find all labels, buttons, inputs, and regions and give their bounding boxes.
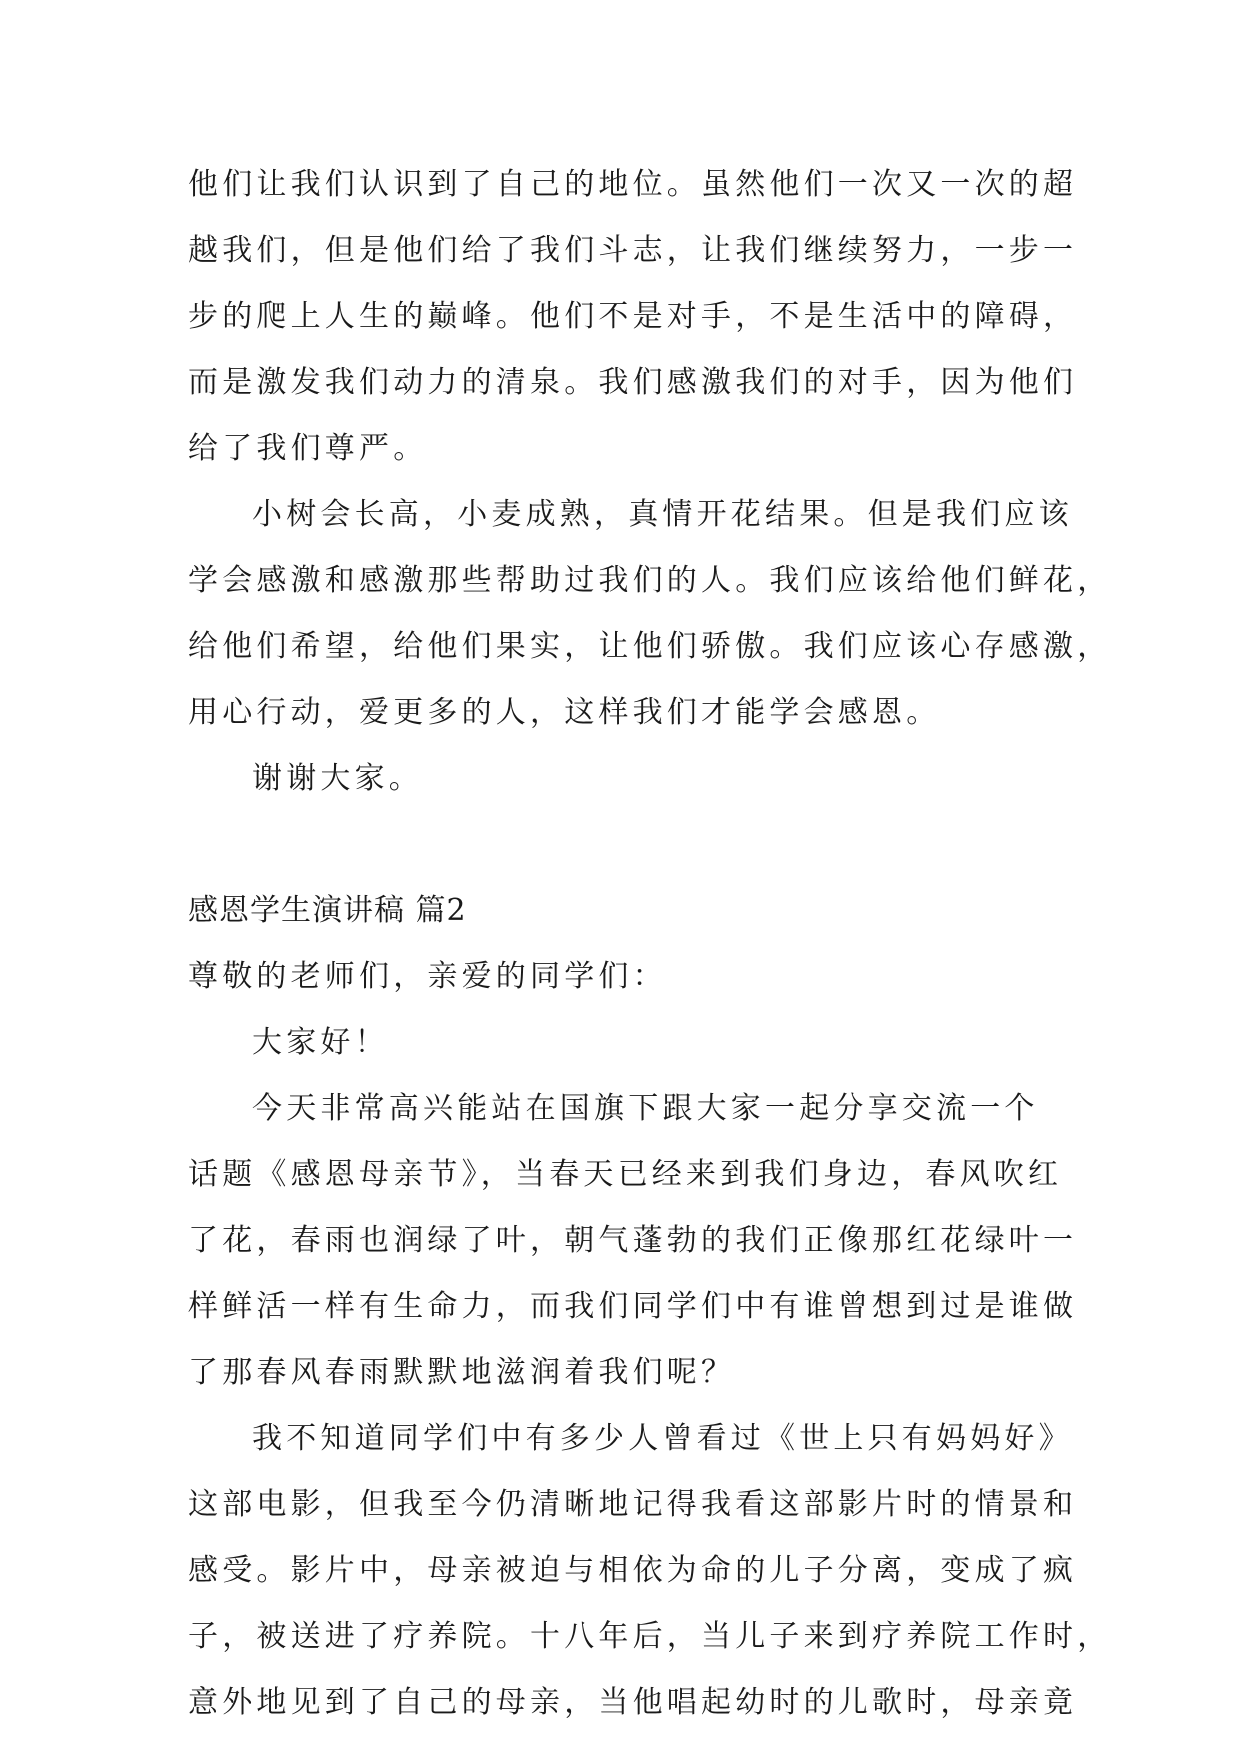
text-line: 而是激发我们动力的清泉。我们感激我们的对手，因为他们 [188, 365, 1078, 400]
text-line: 这部电影，但我至今仍清晰地记得我看这部影片时的情景和 [188, 1487, 1078, 1522]
section-heading: 感恩学生演讲稿 篇2 [188, 893, 467, 928]
paragraph [188, 1406, 1112, 1736]
text-line: 越我们，但是他们给了我们斗志，让我们继续努力，一步一 [188, 233, 1078, 268]
text-line: 他们让我们认识到了自己的地位。虽然他们一次又一次的超 [188, 167, 1078, 202]
text-line: 感受。影片中，母亲被迫与相依为命的儿子分离，变成了疯 [188, 1553, 1078, 1588]
paragraph [188, 1076, 1078, 1406]
text-line: 了花，春雨也润绿了叶，朝气蓬勃的我们正像那红花绿叶一 [188, 1223, 1078, 1258]
paragraph [188, 152, 1078, 482]
document-page [188, 152, 1112, 1736]
text-line: 步的爬上人生的巅峰。他们不是对手，不是生活中的障碍， [188, 299, 1078, 334]
greeting-line: 大家好！ [252, 1025, 389, 1060]
text-line: 小树会长高，小麦成熟，真情开花结果。但是我们应该 [252, 497, 1073, 532]
text-line: 今天非常高兴能站在国旗下跟大家一起分享交流一个 [252, 1091, 1039, 1126]
text-line: 给了我们尊严。 [188, 431, 428, 466]
text-line: 用心行动，爱更多的人，这样我们才能学会感恩。 [188, 695, 941, 730]
text-line: 学会感激和感激那些帮助过我们的人。我们应该给他们鲜花， [188, 563, 1112, 598]
text-line: 意外地见到了自己的母亲，当他唱起幼时的儿歌时，母亲竟 [188, 1685, 1078, 1720]
closing-line: 谢谢大家。 [252, 761, 423, 796]
text-line: 了那春风春雨默默地滋润着我们呢？ [188, 1355, 736, 1390]
text-line: 我不知道同学们中有多少人曾看过《世上只有妈妈好》 [252, 1421, 1073, 1456]
text-line: 子，被送进了疗养院。十八年后，当儿子来到疗养院工作时， [188, 1619, 1112, 1654]
text-line: 给他们希望，给他们果实，让他们骄傲。我们应该心存感激， [188, 629, 1112, 664]
salutation-line: 尊敬的老师们，亲爱的同学们： [188, 959, 667, 994]
blank-gap [188, 812, 1068, 878]
paragraph [188, 482, 1112, 746]
text-line: 样鲜活一样有生命力，而我们同学们中有谁曾想到过是谁做 [188, 1289, 1078, 1324]
text-line: 话题《感恩母亲节》，当春天已经来到我们身边，春风吹红 [188, 1157, 1063, 1192]
